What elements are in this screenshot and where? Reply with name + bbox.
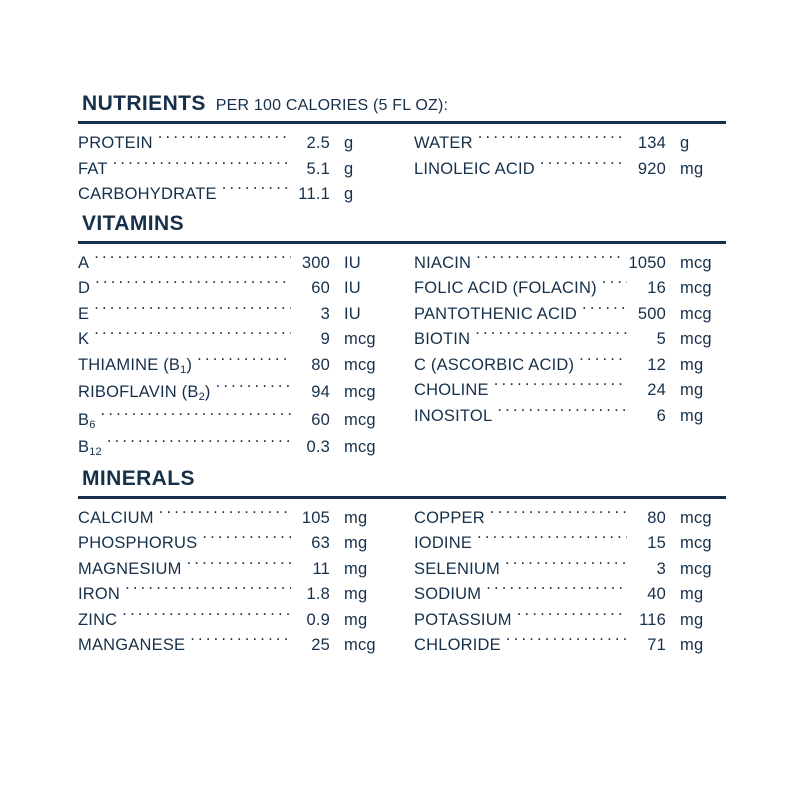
nutrient-row [414, 302, 726, 328]
nutrient-row [78, 131, 390, 157]
nutrient-unit: mcg [680, 304, 712, 323]
vitamins-left-column [78, 251, 402, 463]
nutrient-row [414, 327, 726, 353]
nutrient-value: 9 [320, 330, 330, 348]
minerals-divider [78, 496, 726, 499]
nutrients-right-column [402, 131, 726, 208]
nutrient-name: $B_{12}$ [78, 438, 102, 458]
nutrient-value: 24 [647, 381, 666, 399]
nutrient-row [414, 582, 726, 608]
nutrient-row [78, 582, 390, 608]
nutrient-name: BIOTIN [414, 330, 471, 348]
nutrient-name: FOLIC ACID (FOLACIN) [414, 279, 597, 297]
nutrient-row [78, 408, 390, 436]
nutrient-unit: mcg [680, 534, 712, 552]
nutrient-row [414, 251, 726, 277]
nutrients-heading [78, 92, 726, 121]
nutrient-name: D [78, 279, 91, 297]
vitamins-divider [78, 241, 726, 244]
nutrient-value: 300 [301, 253, 330, 272]
minerals-title: MINERALS [82, 466, 195, 490]
nutrient-unit: mcg [344, 438, 376, 456]
minerals-columns [78, 506, 726, 659]
nutrient-unit: mg [680, 610, 704, 629]
nutrient-name: A [78, 253, 90, 272]
nutrient-value: 0.9 [306, 610, 330, 629]
nutrient-unit: IU [344, 253, 361, 272]
nutrient-value: 60 [311, 279, 330, 297]
leader-dots [95, 277, 291, 294]
leader-dots [222, 183, 291, 200]
leader-dots [476, 251, 623, 268]
nutrient-row [414, 353, 726, 379]
nutrient-value: 1050 [628, 253, 666, 272]
nutrient-row [414, 276, 726, 302]
nutrients-subtitle: PER 100 CALORIES (5 FL OZ): [215, 97, 449, 114]
leader-dots [94, 251, 291, 268]
nutrient-unit: mg [344, 534, 368, 552]
nutrient-unit: mg [680, 355, 704, 374]
minerals-left-column [78, 506, 402, 659]
nutrient-value: 60 [311, 410, 330, 429]
vitamins-columns [78, 251, 726, 463]
nutrient-row [414, 608, 726, 634]
vitamins-title: VITAMINS [82, 211, 184, 235]
leader-dots [490, 506, 627, 523]
nutrient-unit: mg [344, 559, 368, 578]
nutrient-value: 0.3 [306, 438, 330, 456]
nutrient-row [414, 131, 726, 157]
nutrient-value: 134 [637, 134, 666, 152]
nutrient-value: 80 [647, 508, 666, 527]
nutrient-unit: mcg [344, 330, 376, 348]
nutrient-row [78, 531, 390, 557]
nutrient-row [414, 157, 726, 183]
nutrient-name: ZINC [78, 610, 118, 629]
nutrient-name: MAGNESIUM [78, 559, 182, 578]
nutrient-name: PANTOTHENIC ACID [414, 304, 578, 323]
leader-dots [475, 328, 627, 345]
nutrient-unit: g [344, 159, 354, 178]
minerals-right-column [402, 506, 726, 659]
nutrient-value: 16 [647, 279, 666, 297]
leader-dots [602, 277, 627, 294]
vitamins-right-column [402, 251, 726, 463]
nutrient-name: IRON [78, 585, 121, 603]
leader-dots [122, 608, 291, 625]
nutrient-value: 5 [656, 330, 666, 348]
nutrient-value: 11 [312, 559, 330, 578]
nutrient-value: 40 [647, 585, 666, 603]
nutrient-row [78, 380, 390, 408]
nutrient-unit: IU [344, 279, 361, 297]
nutrient-row [78, 327, 390, 353]
nutrient-row [78, 276, 390, 302]
leader-dots [494, 379, 627, 396]
nutrient-row [78, 608, 390, 634]
nutrient-value: 116 [639, 610, 666, 629]
leader-dots [101, 408, 291, 425]
leader-dots [107, 436, 291, 453]
nutrient-name: SODIUM [414, 585, 482, 603]
leader-dots [187, 557, 291, 574]
leader-dots [506, 634, 627, 651]
nutrient-row [78, 182, 390, 208]
nutrient-name: THIAMINE $(B_1)$ [78, 355, 193, 376]
nutrient-unit: mcg [344, 383, 376, 401]
nutrient-value: 71 [647, 636, 666, 654]
leader-dots [125, 583, 291, 600]
nutrient-value: 3 [656, 559, 666, 578]
nutrient-value: 12 [647, 355, 666, 374]
nutrient-name: K [78, 330, 90, 348]
nutrient-value: 15 [647, 534, 666, 552]
nutrient-row [414, 633, 726, 659]
leader-dots [113, 157, 291, 174]
leader-dots [478, 132, 627, 149]
nutrient-name: MANGANESE [78, 636, 186, 654]
nutrient-row [414, 531, 726, 557]
nutrient-row [78, 302, 390, 328]
nutrient-unit: g [680, 134, 690, 152]
leader-dots [202, 532, 291, 549]
nutrition-facts-panel [78, 92, 726, 659]
nutrient-unit: mcg [344, 410, 376, 429]
nutrient-unit: mcg [680, 253, 712, 272]
nutrient-row [78, 557, 390, 583]
nutrient-unit: mg [344, 610, 368, 629]
nutrient-value: 11.1 [298, 185, 330, 203]
nutrient-row [78, 435, 390, 463]
nutrients-divider [78, 121, 726, 124]
nutrient-unit: g [344, 134, 354, 152]
leader-dots [579, 353, 627, 370]
nutrient-row [78, 506, 390, 532]
nutrient-row [414, 506, 726, 532]
leader-dots [94, 302, 291, 319]
nutrient-unit: mg [680, 406, 704, 425]
nutrient-name: WATER [414, 134, 473, 152]
nutrient-value: 6 [656, 406, 666, 425]
nutrients-title: NUTRIENTS [82, 92, 206, 115]
nutrient-unit: mcg [680, 330, 712, 348]
nutrient-name: PROTEIN [78, 134, 153, 152]
nutrient-row [414, 404, 726, 430]
leader-dots [197, 353, 291, 370]
nutrient-name: CHOLINE [414, 381, 489, 399]
nutrient-row [78, 157, 390, 183]
leader-dots [582, 302, 627, 319]
leader-dots [216, 381, 291, 398]
nutrient-unit: g [344, 185, 354, 203]
nutrients-left-column [78, 131, 402, 208]
nutrient-value: 3 [320, 304, 330, 323]
leader-dots [540, 157, 627, 174]
nutrient-name: NIACIN [414, 253, 472, 272]
nutrient-value: 94 [311, 383, 330, 401]
nutrient-unit: mg [344, 585, 368, 603]
leader-dots [497, 404, 627, 421]
nutrient-name: CARBOHYDRATE [78, 185, 217, 203]
nutrient-name: RIBOFLAVIN $(B_2)$ [78, 383, 211, 403]
nutrient-name: INOSITOL [414, 406, 493, 425]
nutrient-name: PHOSPHORUS [78, 534, 198, 552]
leader-dots [486, 583, 627, 600]
nutrient-unit: mg [680, 636, 704, 654]
minerals-heading [78, 463, 726, 496]
nutrient-name: POTASSIUM [414, 610, 512, 629]
nutrient-name: C (ASCORBIC ACID) [414, 355, 575, 374]
nutrient-row [414, 557, 726, 583]
nutrient-name: COPPER [414, 508, 485, 527]
nutrient-unit: IU [344, 304, 361, 323]
nutrient-unit: mcg [344, 636, 376, 654]
nutrient-row [78, 633, 390, 659]
nutrient-unit: mg [680, 381, 704, 399]
nutrient-value: 5.1 [306, 159, 330, 178]
nutrient-row [414, 378, 726, 404]
nutrient-unit: mg [680, 159, 704, 178]
leader-dots [94, 328, 291, 345]
nutrient-row [78, 353, 390, 381]
nutrient-name: IODINE [414, 534, 473, 552]
nutrient-name: FAT [78, 159, 108, 178]
nutrient-value: 25 [311, 636, 330, 654]
leader-dots [159, 506, 291, 523]
nutrient-name: CALCIUM [78, 508, 154, 527]
nutrient-value: 1.8 [306, 585, 330, 603]
nutrient-value: 2.5 [306, 134, 330, 152]
nutrients-columns [78, 131, 726, 208]
nutrient-value: 63 [311, 534, 330, 552]
nutrient-unit: mg [344, 508, 368, 527]
nutrient-unit: mcg [680, 559, 712, 578]
nutrient-value: 500 [637, 304, 666, 323]
nutrient-name: $B_6$ [78, 410, 96, 431]
nutrient-name: SELENIUM [414, 559, 500, 578]
leader-dots [505, 557, 627, 574]
nutrient-value: 80 [311, 355, 330, 374]
leader-dots [517, 608, 627, 625]
nutrient-value: 105 [301, 508, 330, 527]
nutrient-unit: mg [680, 585, 704, 603]
vitamins-heading [78, 208, 726, 241]
leader-dots [477, 532, 627, 549]
nutrient-row [78, 251, 390, 277]
nutrient-unit: mcg [680, 508, 712, 527]
leader-dots [158, 132, 291, 149]
nutrient-name: E [78, 304, 90, 323]
leader-dots [190, 634, 291, 651]
nutrient-name: LINOLEIC ACID [414, 159, 535, 178]
nutrient-value: 920 [637, 159, 666, 178]
nutrient-unit: mcg [680, 279, 712, 297]
nutrient-name: CHLORIDE [414, 636, 501, 654]
nutrient-unit: mcg [344, 355, 376, 374]
